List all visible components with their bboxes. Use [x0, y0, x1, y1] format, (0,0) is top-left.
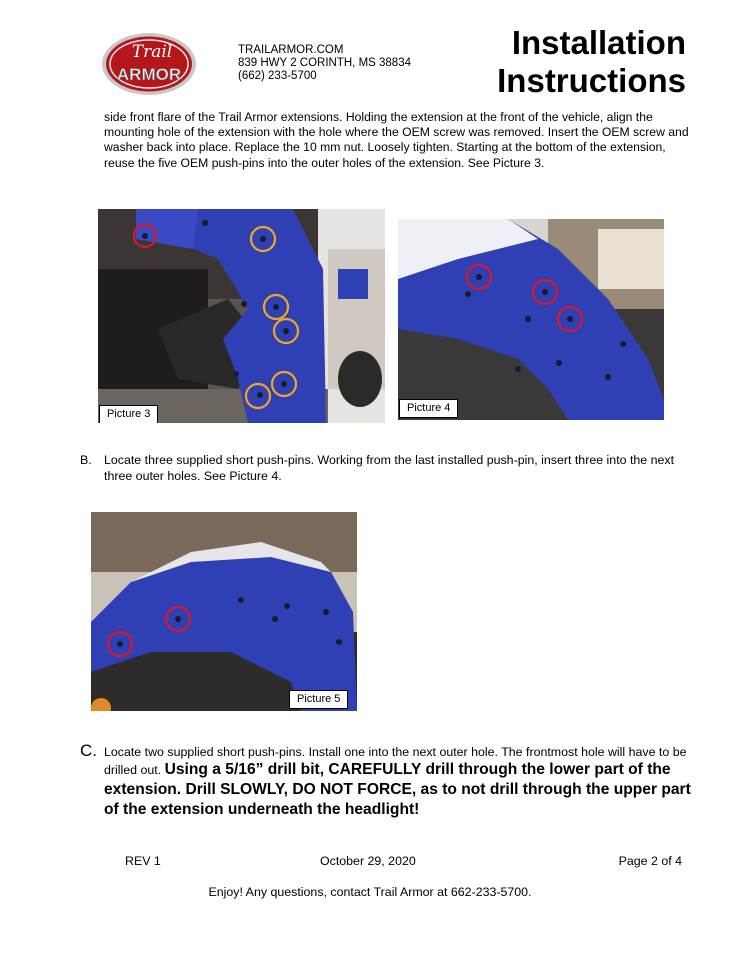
- step-c-text: [104, 744, 704, 820]
- phone: (662) 233-5700: [238, 70, 317, 82]
- intro-paragraph: side front flare of the Trail Armor extensions. Holding the extension at the front of the vehicle, align the mounting hole of the extension with the hole where the OEM screw was removed. Insert the OEM screw and washer back into place. Replace the 10 mm nut. Loosely tighten. Starting at the bottom of the extension, reuse the five OEM push-pins into the outer holes of the extension. See Picture 3.: [104, 110, 689, 170]
- page-title: Installation Instructions: [497, 24, 686, 99]
- picture-3: [98, 209, 385, 423]
- step-c-plain-text: Locate two supplied short push-pins. Install one into the next outer hole. The frontmost hole will have to be drilled out.: [104, 745, 687, 777]
- picture-4: [398, 219, 664, 420]
- footer-page-number: Page 2 of 4: [618, 854, 682, 868]
- step-b-text: Locate three supplied short push-pins. Working from the last installed push-pin, insert three into the next three outer holes. See Picture 4.: [104, 453, 675, 483]
- footer-rev: REV 1: [125, 854, 161, 868]
- step-c-warning-text: Using a 5/16” drill bit, CAREFULLY drill through the lower part of the extension. Drill SLOWLY, DO NOT FORCE, as to not drill through the upper part of the extension underneath the headlight!: [104, 761, 691, 818]
- picture-3-caption: Picture 3: [99, 405, 158, 423]
- picture-4-caption: Picture 4: [399, 399, 458, 418]
- website: TRAILARMOR.COM: [238, 44, 344, 56]
- footer-date: October 29, 2020: [320, 854, 416, 868]
- svg-text:ARMOR: ARMOR: [116, 65, 182, 84]
- street-address: 839 HWY 2 CORINTH, MS 38834: [238, 57, 411, 69]
- picture-5: [91, 512, 357, 711]
- footer-contact: Enjoy! Any questions, contact Trail Armor at 662-233-5700.: [208, 885, 532, 899]
- trail-armor-logo: [100, 31, 198, 97]
- svg-text:Trail: Trail: [131, 42, 173, 62]
- step-b-letter: B.: [80, 453, 92, 467]
- company-address: [238, 44, 411, 83]
- picture-5-caption: Picture 5: [289, 690, 348, 709]
- step-c-letter: C.: [80, 741, 97, 760]
